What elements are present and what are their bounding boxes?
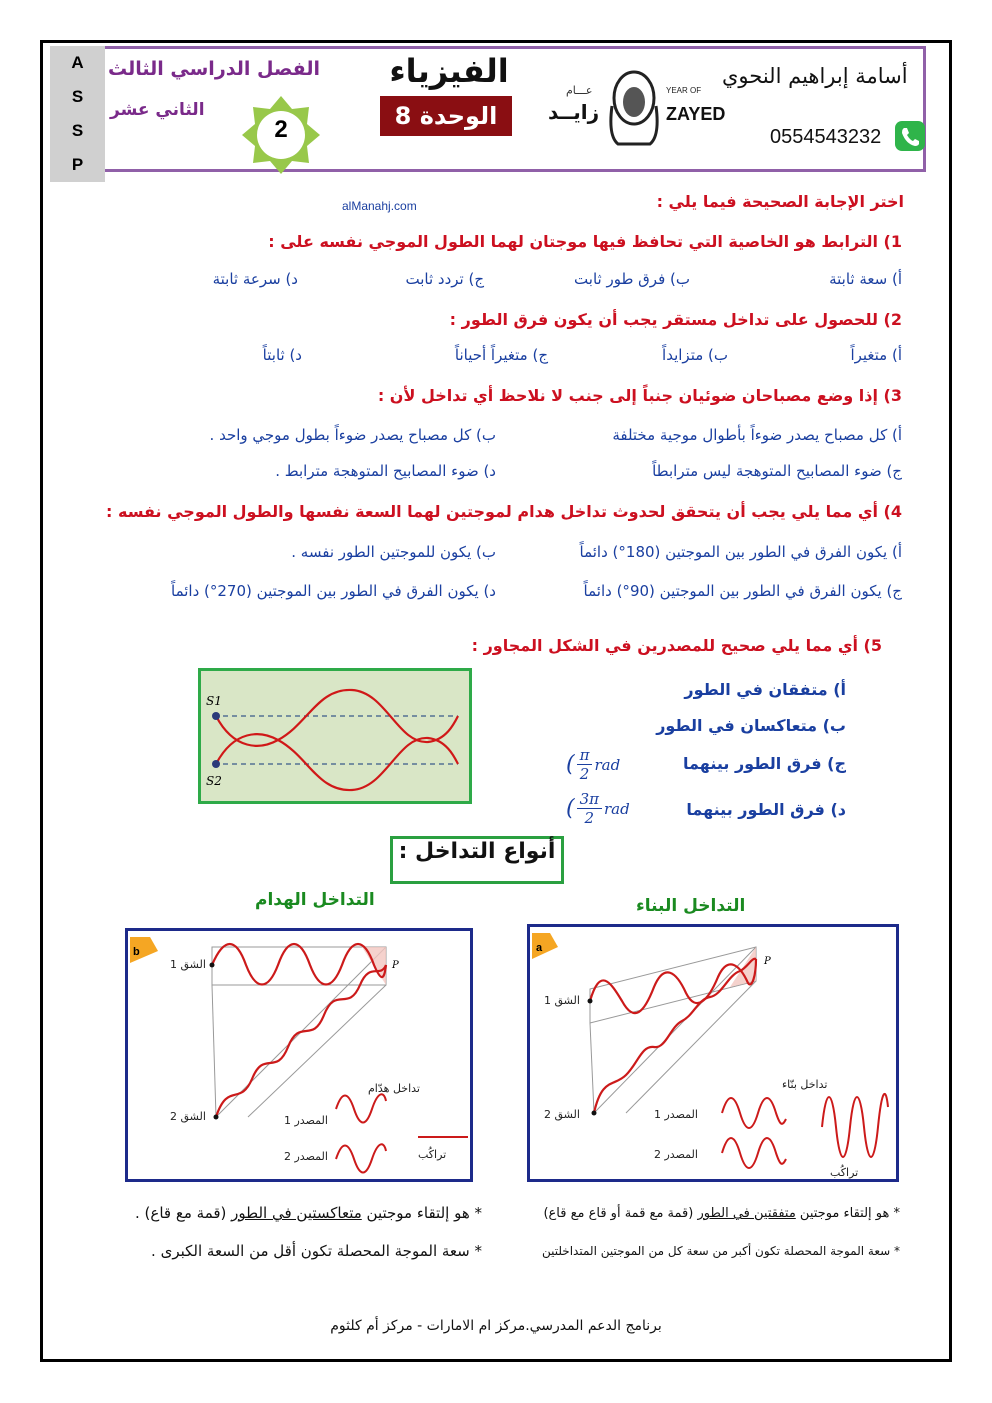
instructions: اختر الإجابة الصحيحة فيما يلي : — [656, 192, 904, 211]
q5-sources-figure — [198, 668, 472, 804]
q5-d-denominator: 2 — [584, 809, 595, 827]
semester-label: الفصل الدراسي الثالث — [108, 58, 320, 80]
constructive-note-1 — [543, 1206, 900, 1221]
q2-option-b[interactable]: ب) متزايداً — [662, 346, 728, 364]
zayed-ar-label: زايــد — [548, 100, 600, 124]
unit-badge: الوحدة 8 — [380, 96, 512, 136]
q3-option-c[interactable]: ج) ضوء المصابيح المتوهجة ليس مترابطاً — [652, 462, 902, 480]
zayed-en-label: ZAYED — [666, 104, 726, 124]
s2-dot — [212, 760, 220, 768]
q1-option-d[interactable]: د) سرعة ثابتة — [212, 270, 298, 288]
s2-label: S2 — [206, 774, 222, 788]
zayed-portrait-icon — [608, 66, 660, 146]
question-2: 2) للحصول على تداخل مستقر يجب أن يكون فرق الطور : — [449, 310, 902, 329]
footer: برنامج الدعم المدرسي.مركز ام الامارات - مركز أم كلثوم — [330, 1318, 662, 1334]
q2-option-d[interactable]: د) ثابتاً — [262, 346, 302, 364]
q2-option-c[interactable]: ج) متغيراً أحياناً — [454, 346, 548, 364]
assp-letter: S — [71, 87, 84, 106]
q5-option-a[interactable]: أ) متفقان في الطور — [684, 680, 846, 699]
q5-c-numerator: π — [577, 746, 593, 765]
assp-letter: P — [71, 155, 84, 174]
q5-option-d[interactable]: د) فرق الطور بينهما — [686, 800, 846, 819]
q1-option-a[interactable]: أ) سعة ثابتة — [829, 270, 902, 288]
destructive-tag: b — [133, 946, 140, 958]
q1-option-b[interactable]: ب) فرق طور ثابت — [574, 270, 690, 288]
constructive-label: تداخل بنّاء — [782, 1078, 828, 1091]
q4-option-d[interactable]: د) يكون الفرق في الطور بين الموجتين (270°) دائماً — [171, 582, 496, 600]
q3-option-b[interactable]: ب) كل مصباح يصدر ضوءاً بطول موجي واحد . — [209, 426, 496, 444]
q5-option-c[interactable]: ج) فرق الطور بينهما — [683, 754, 846, 773]
site-link[interactable]: alManahj.com — [342, 199, 417, 213]
constructive-p-label: P — [764, 956, 771, 967]
question-3: 3) إذا وضع مصباحان ضوئيان جنباً إلى جنب لا نلاحظ أي تداخل لأن : — [377, 386, 902, 405]
destructive-source1: المصدر 1 — [284, 1114, 328, 1127]
q5-d-numerator: 3π — [577, 790, 602, 809]
constructive-figure — [530, 927, 896, 1179]
assp-letter: A — [71, 53, 84, 72]
q3-option-a[interactable]: أ) كل مصباح يصدر ضوءاً بأطوال موجية مختلفة — [612, 426, 902, 444]
constructive-title: التداخل البناء — [636, 896, 746, 916]
q5-option-b[interactable]: ب) متعاكسان في الطور — [656, 716, 846, 735]
assp-strip — [50, 46, 105, 182]
destructive-title: التداخل الهدام — [255, 890, 375, 910]
destructive-slit2: الشق 2 — [170, 1110, 206, 1123]
constructive-note-2: * سعة الموجة المحصلة تكون أكبر من سعة كل من الموجتين المتداخلتين — [541, 1244, 900, 1258]
q3-option-d[interactable]: د) ضوء المصابيح المتوهجة مترابط . — [275, 462, 496, 480]
question-5: 5) أي مما يلي صحيح للمصدرين في الشكل المجاور : — [471, 636, 882, 655]
aam-label: عـــام — [566, 84, 593, 97]
destructive-slit1: الشق 1 — [170, 958, 206, 971]
types-title: أنواع التداخل : — [390, 836, 564, 884]
s1-dot — [212, 712, 220, 720]
destructive-note-1 — [135, 1204, 482, 1222]
q5-d-unit: rad — [604, 799, 630, 818]
destructive-note-1-underlined: متعاكستين في الطور — [231, 1204, 362, 1222]
destructive-source2: المصدر 2 — [284, 1150, 328, 1163]
constructive-slit1: الشق 1 — [544, 994, 580, 1007]
constructive-source2: المصدر 2 — [654, 1148, 698, 1161]
teacher-name: أسامة إبراهيم النحوي — [722, 64, 908, 88]
destructive-p-label: P — [392, 960, 399, 971]
subject-title: الفيزياء — [389, 52, 509, 90]
question-1: 1) الترابط هو الخاصية التي تحافظ فيها موجتان لهما الطول الموجي نفسه على : — [268, 232, 902, 251]
q5-c-denominator: 2 — [579, 765, 590, 783]
q2-option-a[interactable]: أ) متغيراً — [850, 346, 902, 364]
phone-number: 0554543232 — [770, 126, 882, 148]
grade-label: الثاني عشر — [110, 100, 205, 120]
q4-option-c[interactable]: ج) يكون الفرق في الطور بين الموجتين (90°) دائماً — [583, 582, 902, 600]
constructive-slit2: الشق 2 — [544, 1108, 580, 1121]
destructive-note-1-post: (قمة مع قاع) . — [135, 1204, 232, 1222]
destructive-label: تداخل هدّام — [368, 1082, 420, 1095]
q1-option-c[interactable]: ج) تردد ثابت — [405, 270, 484, 288]
s1-label: S1 — [206, 694, 222, 708]
destructive-note-1-pre: * هو إلتقاء موجتين — [361, 1204, 482, 1222]
question-4: 4) أي مما يلي يجب أن يتحقق لحدوث تداخل هدام لموجتين لهما السعة نفسها والطول الموجي نفسه : — [106, 502, 902, 521]
year-of-label: YEAR OF — [666, 86, 702, 95]
constructive-note-1-post: (قمة مع قمة أو قاع مع قاع) — [543, 1206, 698, 1221]
phone-icon — [894, 120, 926, 152]
badge-number: 2 — [274, 116, 288, 143]
q5-c-fraction: ( $\frac{\pi}{2}$ rad — [566, 746, 621, 783]
constructive-source1: المصدر 1 — [654, 1108, 698, 1121]
destructive-note-2: * سعة الموجة المحصلة تكون أقل من السعة الكبرى . — [151, 1242, 482, 1260]
constructive-superposition: تراكُب — [830, 1166, 859, 1179]
q4-option-a[interactable]: أ) يكون الفرق في الطور بين الموجتين (180°) دائماً — [579, 543, 902, 561]
q4-option-b[interactable]: ب) يكون للموجتين الطور نفسه . — [291, 543, 496, 561]
assp-letter: S — [71, 121, 84, 140]
q5-d-fraction: ( $\frac{3\pi}{2}$ rad — [566, 790, 630, 827]
destructive-superposition: تراكُب — [418, 1148, 447, 1161]
constructive-tag: a — [536, 942, 543, 954]
constructive-note-1-pre: * هو إلتقاء موجتين — [795, 1206, 900, 1221]
q5-c-unit: rad — [594, 755, 621, 774]
constructive-note-1-underlined: متفقتين في الطور — [697, 1206, 796, 1221]
